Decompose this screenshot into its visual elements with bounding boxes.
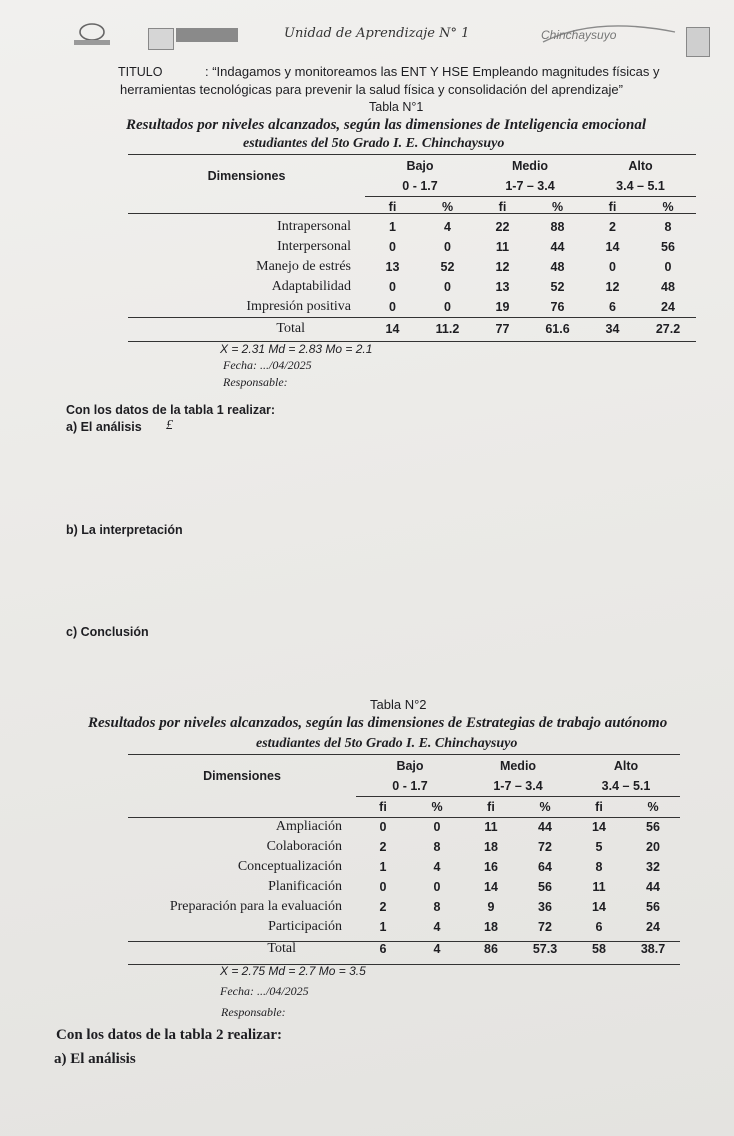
tabla2-value-cell: 1: [379, 860, 387, 874]
tabla2-value-cell: 44: [646, 880, 660, 894]
tabla1-dimension-cell: Manejo de estrés: [256, 259, 351, 274]
tabla1-value-cell: 22: [495, 220, 510, 234]
tabla1-value-cell: 1: [389, 220, 396, 234]
tabla2: [128, 756, 680, 961]
tabla1-value-cell: 8: [664, 220, 672, 234]
table-row: [128, 297, 696, 317]
tabla1-level-alto: Alto: [628, 159, 653, 173]
tabla1-sub: %: [441, 200, 454, 214]
tabla1: [128, 156, 696, 341]
tabla1-level-bajo: Bajo: [406, 159, 434, 173]
tabla1-col-dimensiones: Dimensiones: [207, 169, 286, 184]
tabla2-dimension-cell: Conceptualización: [237, 859, 342, 874]
tabla2-dimension-cell: Participación: [268, 919, 342, 934]
table-row: [128, 237, 696, 257]
tabla1-value-cell: 12: [605, 280, 620, 294]
tabla1-value-cell: 34: [605, 322, 620, 336]
section1-conclusion: c) Conclusión: [66, 625, 149, 639]
tabla2-value-cell: 56: [538, 880, 552, 894]
tabla1-stats: X = 2.31 Md = 2.83 Mo = 2.1: [220, 342, 373, 356]
tabla1-dimension-cell: Impresión positiva: [246, 299, 351, 314]
tabla2-value-cell: 6: [595, 920, 603, 934]
tabla2-value-cell: 2: [379, 840, 387, 854]
tabla2-value-cell: 5: [595, 840, 603, 854]
table-row: [128, 897, 680, 917]
table-row: [128, 277, 696, 297]
tabla1-value-cell: 52: [440, 260, 455, 274]
tabla2-sub: fi: [379, 800, 387, 814]
tabla2-value-cell: 14: [592, 900, 606, 914]
tabla2-value-cell: 6: [379, 942, 387, 956]
tabla1-title: Resultados por niveles alcanzados, según las dimensiones de Inteligencia emocional: [126, 117, 647, 133]
tabla2-range-alto: 3.4 – 5.1: [572, 776, 680, 797]
tabla2-value-cell: 20: [646, 840, 660, 854]
tabla1-value-cell: 0: [444, 300, 451, 314]
tabla2-value-cell: 8: [433, 840, 441, 854]
tabla1-value-cell: 0: [664, 260, 672, 274]
tabla2-value-cell: 72: [538, 920, 552, 934]
tabla2-value-cell: 1: [379, 920, 387, 934]
tabla2-range-bajo: 0 - 1.7: [356, 776, 464, 797]
tabla1-top-rule: [128, 154, 696, 155]
tabla2-value-cell: 8: [595, 860, 603, 874]
tabla1-sub: %: [551, 200, 564, 214]
tabla2-value-cell: 0: [433, 820, 441, 834]
tabla2-value-cell: 8: [433, 900, 441, 914]
tabla1-value-cell: 48: [550, 260, 565, 274]
tabla1-value-cell: 24: [661, 300, 675, 314]
tabla1-value-cell: 88: [550, 220, 565, 234]
titulo-line2: herramientas tecnológicas para prevenir la salud física y consolidación del aprendizaje”: [120, 82, 623, 97]
tabla2-bottom-rule: [128, 964, 680, 965]
titulo-line1: : “Indagamos y monitoreamos las ENT Y HSE Empleando magnitudes físicas y: [205, 64, 660, 79]
tabla1-value-cell: 0: [444, 240, 451, 254]
tabla2-value-cell: 0: [379, 820, 387, 834]
tabla1-responsable: Responsable:: [223, 375, 288, 389]
tabla2-value-cell: 14: [592, 820, 606, 834]
school-name: Chinchaysuyo: [541, 28, 617, 42]
tabla2-label: Tabla N°2: [370, 697, 427, 712]
tabla1-value-cell: 76: [550, 300, 565, 314]
tabla2-responsable: Responsable:: [221, 1005, 286, 1019]
tabla2-sub: fi: [487, 800, 495, 814]
section2-prompt: Con los datos de la tabla 2 realizar:: [56, 1027, 282, 1043]
tabla1-value-cell: 27.2: [655, 322, 681, 336]
tabla2-level-alto: Alto: [613, 759, 639, 773]
table-row: [128, 837, 680, 857]
tabla1-value-cell: 61.6: [545, 322, 570, 336]
tabla2-range-medio: 1-7 – 3.4: [464, 776, 572, 797]
tabla2-value-cell: 9: [487, 900, 495, 914]
tabla2-sub: %: [647, 800, 659, 814]
school-crest-icon: [686, 27, 710, 57]
tabla1-subheader-row: [128, 197, 696, 218]
table-row: [128, 817, 680, 837]
tabla1-total-row: [128, 317, 696, 341]
tabla2-value-cell: 64: [538, 860, 552, 874]
tabla2-stats: X = 2.75 Md = 2.7 Mo = 3.5: [220, 964, 366, 978]
tabla1-range-bajo: 0 - 1.7: [365, 176, 475, 197]
tabla2-value-cell: 32: [646, 860, 660, 874]
tabla2-subheader-row: [128, 797, 680, 818]
tabla2-value-cell: 16: [484, 860, 498, 874]
tabla2-title: Resultados por niveles alcanzados, según las dimensiones de Estrategias de trabajo autónomo: [88, 715, 668, 731]
tabla2-value-cell: 86: [484, 942, 498, 956]
table-row: [128, 877, 680, 897]
table-row: [128, 917, 680, 937]
tabla1-dimension-cell: Adaptabilidad: [271, 279, 351, 294]
tabla2-sub: %: [431, 800, 443, 814]
tabla1-value-cell: 0: [389, 280, 396, 294]
tabla1-value-cell: 11.2: [435, 322, 460, 336]
tabla1-sub: fi: [608, 200, 617, 214]
tabla1-value-cell: 13: [495, 280, 510, 294]
tabla1-sub: %: [662, 200, 674, 214]
tabla1-dimension-cell: Interpersonal: [277, 239, 351, 254]
tabla1-value-cell: 14: [605, 240, 620, 254]
tabla2-value-cell: 56: [646, 900, 660, 914]
section1-interpretacion: b) La interpretación: [66, 523, 183, 537]
tabla1-value-cell: 77: [495, 322, 510, 336]
tabla1-value-cell: 48: [661, 280, 675, 294]
ministry-logo-icon: [70, 22, 114, 48]
tabla2-dimension-cell: Total: [267, 941, 296, 956]
table-row: [128, 857, 680, 877]
section1-analisis-mark: £: [166, 418, 173, 433]
titulo-label: TITULO: [118, 65, 163, 79]
tabla1-value-cell: 56: [661, 240, 675, 254]
tabla1-value-cell: 44: [550, 240, 565, 254]
tabla2-subtitle: estudiantes del 5to Grado I. E. Chinchaysuyo: [256, 736, 518, 751]
tabla2-value-cell: 24: [646, 920, 660, 934]
tabla1-value-cell: 0: [389, 240, 396, 254]
tabla1-value-cell: 13: [385, 260, 400, 274]
tabla2-value-cell: 0: [379, 880, 387, 894]
header-banner: [176, 28, 238, 42]
tabla2-value-cell: 18: [484, 920, 498, 934]
tabla2-value-cell: 0: [433, 880, 441, 894]
tabla1-value-cell: 4: [444, 220, 451, 234]
tabla2-value-cell: 38.7: [640, 942, 666, 956]
emblem-icon: [148, 28, 174, 50]
tabla2-value-cell: 4: [433, 942, 441, 956]
tabla1-value-cell: 12: [495, 260, 510, 274]
tabla1-value-cell: 0: [609, 260, 616, 274]
tabla2-value-cell: 2: [379, 900, 387, 914]
tabla2-total-row: [128, 937, 680, 961]
tabla1-sub: fi: [388, 200, 397, 214]
tabla2-level-bajo: Bajo: [396, 759, 424, 773]
tabla2-value-cell: 4: [433, 860, 441, 874]
tabla2-value-cell: 11: [484, 820, 498, 834]
tabla2-value-cell: 36: [538, 900, 552, 914]
unidad-title: Unidad de Aprendizaje N° 1: [284, 26, 470, 41]
table-row: [128, 217, 696, 237]
tabla2-value-cell: 18: [484, 840, 498, 854]
tabla2-top-rule: [128, 754, 680, 755]
tabla2-dimension-cell: Planificación: [268, 879, 342, 894]
section1-analisis: a) El análisis: [66, 420, 142, 434]
school-logo: [535, 22, 685, 46]
tabla1-value-cell: 11: [495, 240, 510, 254]
tabla1-value-cell: 6: [609, 300, 616, 314]
tabla2-col-dimensiones: Dimensiones: [203, 769, 281, 784]
section1-prompt: Con los datos de la tabla 1 realizar:: [66, 403, 276, 417]
tabla1-fecha: Fecha: .../04/2025: [223, 358, 312, 372]
tabla2-dimension-cell: Ampliación: [275, 819, 342, 834]
tabla1-bottom-rule: [128, 341, 696, 342]
tabla1-range-medio: 1-7 – 3.4: [475, 176, 585, 197]
tabla2-value-cell: 57.3: [532, 942, 558, 956]
tabla2-value-cell: 14: [484, 880, 498, 894]
tabla2-level-medio: Medio: [499, 759, 537, 773]
tabla2-dimension-cell: Colaboración: [266, 839, 342, 854]
tabla2-value-cell: 44: [538, 820, 552, 834]
tabla1-value-cell: 14: [385, 322, 400, 336]
tabla1-value-cell: 0: [444, 280, 451, 294]
tabla2-sub: fi: [595, 800, 603, 814]
tabla2-sub: %: [539, 800, 551, 814]
tabla2-value-cell: 11: [592, 880, 606, 894]
tabla1-range-alto: 3.4 – 5.1: [585, 176, 696, 197]
tabla1-subtitle: estudiantes del 5to Grado I. E. Chinchaysuyo: [243, 136, 505, 151]
tabla2-value-cell: 58: [592, 942, 606, 956]
tabla1-dimension-cell: Total: [276, 321, 305, 336]
tabla1-value-cell: 19: [495, 300, 510, 314]
tabla2-value-cell: 56: [646, 820, 660, 834]
tabla2-value-cell: 4: [433, 920, 441, 934]
tabla1-level-medio: Medio: [511, 159, 549, 173]
tabla1-value-cell: 0: [389, 300, 396, 314]
tabla1-value-cell: 52: [550, 280, 565, 294]
tabla2-fecha: Fecha: .../04/2025: [220, 984, 309, 998]
section2-analisis: a) El análisis: [54, 1051, 136, 1067]
tabla2-value-cell: 72: [538, 840, 552, 854]
tabla1-sub: fi: [498, 200, 507, 214]
table-row: [128, 257, 696, 277]
tabla1-label: Tabla N°1: [369, 100, 424, 114]
tabla1-value-cell: 2: [609, 220, 616, 234]
tabla1-dimension-cell: Intrapersonal: [277, 219, 351, 234]
tabla2-dimension-cell: Preparación para la evaluación: [169, 899, 342, 914]
